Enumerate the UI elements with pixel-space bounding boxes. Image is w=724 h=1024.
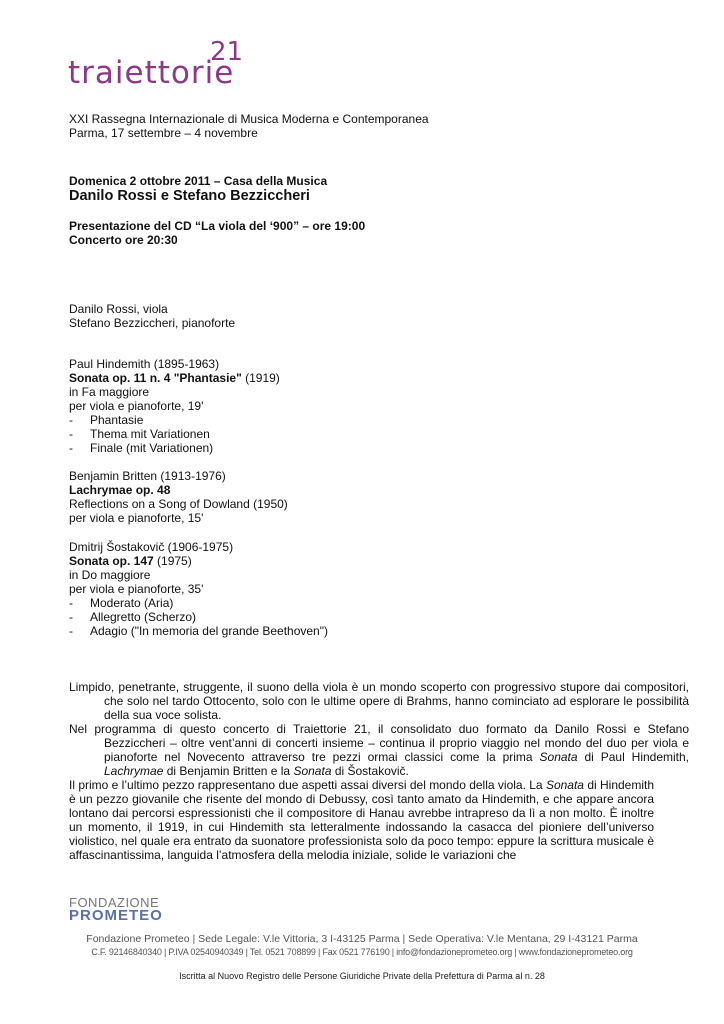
performers-list — [69, 302, 235, 330]
movement: - Allegretto (Scherzo) — [69, 610, 197, 624]
movement: - Adagio ("In memoria del grande Beethoven") — [69, 624, 328, 638]
performer: Danilo Rossi, viola — [69, 302, 168, 316]
work-title-bold: Lachrymae op. 48 — [69, 483, 171, 497]
movement: - Phantasie — [69, 413, 144, 427]
footer-address: Fondazione Prometeo | Sede Legale: V.le Vittoria, 3 I-43125 Parma | Sede Operativa: V.le Mentana, 29 I-43121 Parma — [86, 933, 638, 945]
body-paragraph-1: Limpido, penetrante, struggente, il suono della viola è un mondo scoperto con progressivo stupore dai compositori, che solo nel tardo Ottocento, solo con le ultime opere di Brahms, hanno cominciato ad esplorare le possibilità della sua voce solista. — [69, 680, 689, 722]
festival-title: XXI Rassegna Internazionale di Musica Moderna e Contemporanea — [69, 112, 429, 126]
event-times — [69, 219, 365, 247]
work-title-bold: Sonata op. 11 n. 4 "Phantasie" — [69, 371, 242, 385]
footer-contacts: C.F. 92146840340 | P.IVA 02540940349 | Tel. 0521 708899 | Fax 0521 776190 | info@fondazioneprometeo.org | www.fondazioneprometeo.org — [91, 947, 633, 957]
event-date-place: Domenica 2 ottobre 2011 – Casa della Musica — [69, 174, 328, 188]
body-paragraph-2: Nel programma di questo concerto di Traiettorie 21, il consolidato duo formato da Danilo Rossi e Stefano Bezziccheri – oltre vent’anni di concerti insieme – continua il proprio viaggio nel mondo del duo per viola e pianoforte nel Novecento attraverso tre pezzi ormai classici come la prima Sonata di Paul Hindemith, Lachrymae di Benjamin Britten e la Sonata di Šostakovič. — [69, 722, 690, 778]
body-paragraph-3: Il primo e l’ultimo pezzo rappresentano due aspetti assai diversi del mondo della viola. La Sonata di Hindemith è un pezzo giovanile che risente del mondo di Debussy, così tanto amato da Hindemith, e che appare ancora lontano dai percorsi espressionisti che il compositore di Hanau avrebbe intrapreso da lì a non molto. È inoltre un momento, il 1919, in cui Hindemith sta letteralmente indossando la casacca del pioniere dell’universo violistico, nel quale era entrato da suonatore professionista solo da poco tempo: eppure la scrittura musicale è affascinantissima, languida l’atmosfera della melodia iniziale, solide le variazioni che — [69, 778, 655, 862]
work-detail: per viola e pianoforte, 35' — [69, 582, 204, 596]
performer: Stefano Bezziccheri, pianoforte — [69, 316, 236, 330]
work-title — [69, 554, 328, 568]
work-detail: in Do maggiore — [69, 568, 151, 582]
composer: Benjamin Britten (1913-1976) — [69, 469, 226, 483]
event-performers-title: Danilo Rossi e Stefano Bezziccheri — [69, 188, 310, 204]
work-detail: in Fa maggiore — [69, 385, 150, 399]
festival-dates: Parma, 17 settembre – 4 novembre — [69, 126, 258, 140]
movement: - Moderato (Aria) — [69, 596, 174, 610]
program-item-hindemith — [69, 357, 280, 455]
logo-prometeo: PROMETEO — [69, 907, 163, 924]
concert-time: Concerto ore 20:30 — [69, 233, 178, 247]
logo-word: traiettorie — [68, 55, 235, 91]
movement: - Thema mit Variationen — [69, 427, 210, 441]
work-detail: per viola e pianoforte, 15' — [69, 511, 204, 525]
work-title-bold: Sonata op. 147 — [69, 554, 154, 568]
program-item-shostakovich — [69, 540, 328, 638]
work-year: (1919) — [241, 371, 280, 385]
work-title — [69, 371, 280, 385]
footer-registry: Iscritta al Nuovo Registro delle Persone Giuridiche Private della Prefettura di Parma al n. 28 — [179, 971, 545, 981]
work-detail: Reflections on a Song of Dowland (1950) — [69, 497, 288, 511]
logo-number: 21 — [210, 37, 244, 67]
festival-header — [69, 112, 429, 140]
event-info — [69, 174, 327, 204]
logo-fondazione: FONDAZIONE — [69, 895, 160, 910]
composer: Paul Hindemith (1895-1963) — [69, 357, 220, 371]
work-detail: per viola e pianoforte, 19' — [69, 399, 204, 413]
cd-presentation: Presentazione del CD “La viola del ‘900” – ore 19:00 — [69, 219, 366, 233]
movement: - Finale (mit Variationen) — [69, 441, 214, 455]
work-year: (1975) — [153, 554, 192, 568]
work-title — [69, 483, 288, 497]
composer: Dmitrij Šostakovič (1906-1975) — [69, 540, 234, 554]
program-item-britten — [69, 469, 288, 525]
